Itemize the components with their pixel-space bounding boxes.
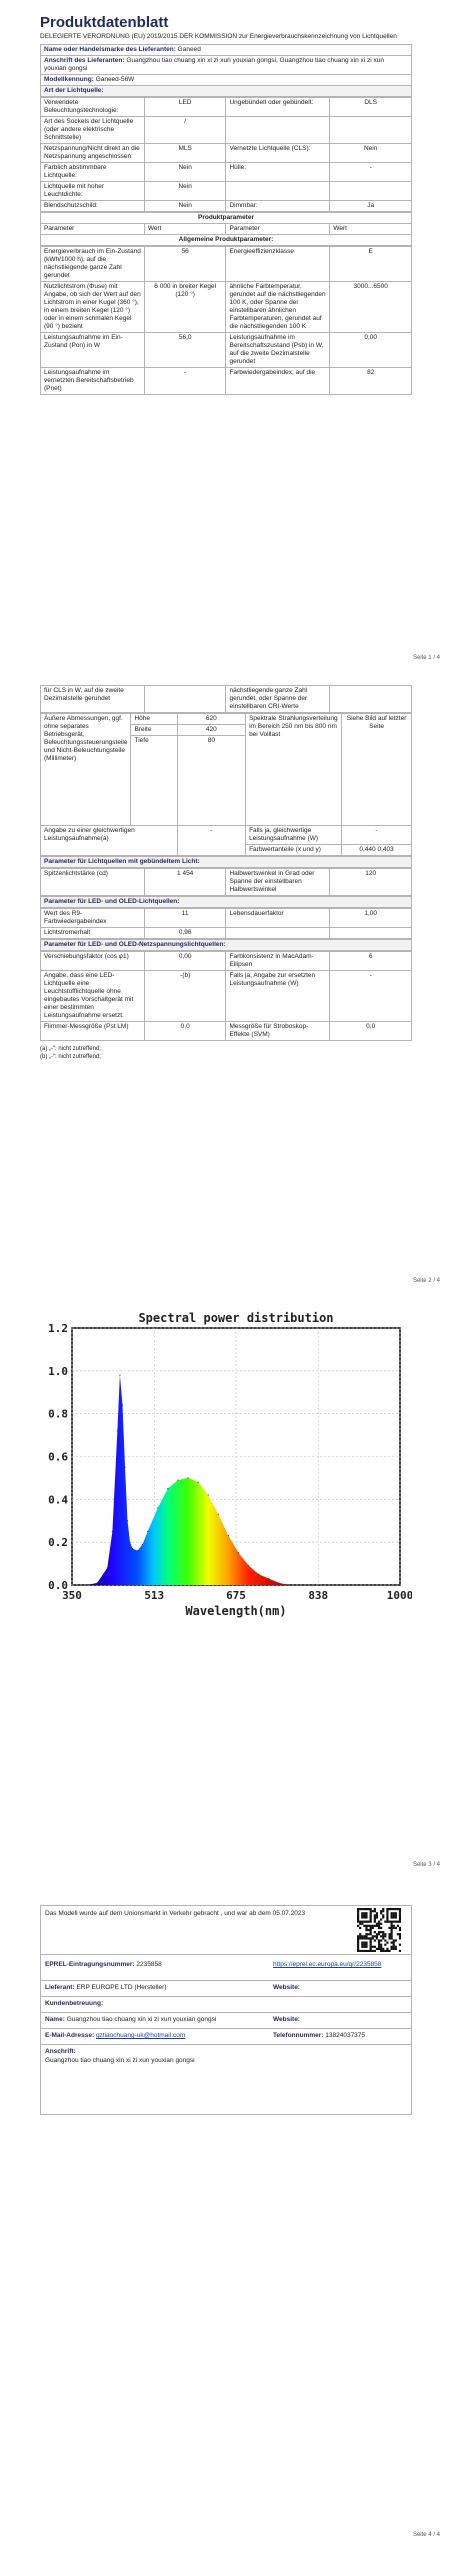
param-label: für CLS in W, auf die zweite Dezimalstelle gerundet <box>41 686 145 713</box>
col-header-parameter: Parameter <box>41 224 145 235</box>
y-tick-label: 0.8 <box>48 1407 68 1421</box>
spectrum-svg <box>40 1300 412 1620</box>
website2-label: Website: <box>273 2016 300 2023</box>
model-label: Modellkennung: <box>44 76 94 83</box>
param-value: 0,96 <box>144 928 226 939</box>
param-value <box>144 686 226 713</box>
data-point <box>147 1531 148 1532</box>
y-tick-label: 0.6 <box>48 1450 68 1464</box>
param-value: 1,00 <box>330 909 412 928</box>
param-value: Nein <box>144 163 226 182</box>
page-number-1: Seite 1 / 4 <box>412 655 440 661</box>
param-label: ähnliche Farbtemperatur, gerundet auf die nächstliegenden 100 K, oder Spanne der einstellbaren ähnlichen Farbtemperaturen, gerundet auf die nächstliegenden 100 K <box>226 282 330 333</box>
equiv-label: Angabe zu einer gleichwertigen Leistungsaufnahme(a) <box>41 826 178 856</box>
param-value: 56,0 <box>144 333 226 368</box>
data-point <box>127 1520 128 1521</box>
data-point <box>177 1479 178 1480</box>
dimensions-label: Äußere Abmessungen, ggf. ohne separates Betriebsgerät, Beleuchtungssteuerungsteile und Nicht-Beleuchtungsteile (Millimeter) <box>41 714 131 826</box>
param-label: Halbwertswinkel in Grad oder Spanne der einstellbaren Halbwertswinkel <box>226 869 330 896</box>
supplier-table <box>40 44 412 97</box>
dls-rows-table <box>40 868 412 896</box>
footnote-b: (b) „-“: nicht zutreffend; <box>40 1054 101 1060</box>
spectral-value: Siehe Bild auf letzter Seite <box>342 714 412 826</box>
page-number-4: Seite 4 / 4 <box>412 2532 440 2538</box>
led-title: Parameter für LED- und OLED-Lichtquellen: <box>41 897 412 908</box>
page-4 <box>40 1905 412 2115</box>
data-point <box>288 1584 289 1585</box>
x-tick-label: 1000 <box>386 1589 412 1602</box>
kunden-label: Kundenbetreuung: <box>45 2000 104 2007</box>
chart-title: Spectral power distribution <box>138 1311 334 1325</box>
data-point <box>124 1467 125 1468</box>
table-row <box>41 1022 412 1041</box>
param-label: Flimmer-Messgröße (Pst LM) <box>41 1022 145 1041</box>
equiv-power-value: - <box>342 826 412 845</box>
anschrift-value: Guangzhou tiao chuang xin xi zi xun youxian gongsi <box>45 2057 195 2064</box>
data-point <box>218 1514 219 1515</box>
param-label <box>226 928 330 939</box>
spectrum-chart <box>40 1300 412 1620</box>
equiv-power-label: Falls ja, gleichwertige Leistungsaufnahme (W) <box>246 826 342 845</box>
param-label: Hülle: <box>226 163 330 182</box>
col-header-value-2: Wert <box>330 224 412 235</box>
param-label: Art des Sockels der Lichtquelle (oder andere elektrische Schnittstelle) <box>41 117 145 144</box>
model-info-box <box>40 1905 412 2115</box>
param-label: Falls ja, Angabe zur ersetzten Leistungsaufnahme (W) <box>226 971 330 1022</box>
param-value <box>330 182 412 201</box>
page-number-2: Seite 2 / 4 <box>412 1278 440 1284</box>
data-point <box>129 1542 130 1543</box>
phone-value: 13824037375 <box>325 2032 366 2039</box>
param-value: Nein <box>144 201 226 212</box>
param-label: Farbkonsistenz in MacAdam-Ellipsen <box>226 952 330 971</box>
param-value: 0,0 <box>330 1022 412 1041</box>
website-label: Website: <box>273 1984 300 1991</box>
param-value: MLS <box>144 144 226 163</box>
phone-label: Telefonnummer: <box>273 2032 324 2039</box>
dim-depth-value: 80 <box>177 736 245 826</box>
name-label: Name: <box>45 2016 65 2023</box>
param-label: Nutzlichtstrom (Φuse) mit Angabe, ob sich der Wert auf den Lichtstrom in einer Kugel (360 °), in einem breiten Kegel (120 °) oder in einem schmalen Kegel (90 °) bezieht <box>41 282 145 333</box>
param-value: Nein <box>330 144 412 163</box>
param-label: Energieeffizienzklasse <box>226 247 330 282</box>
spectral-label: Spektrale Strahlungsverteilung im Bereich 250 nm bis 800 nm bei Volllast <box>246 714 342 826</box>
market-intro: Das Modell wurde auf dem Unionsmarkt in Verkehr gebracht , und war ab dem 05.07.2023 <box>45 1910 306 1917</box>
table-row <box>41 869 412 896</box>
data-point <box>119 1375 120 1376</box>
eprel-link[interactable]: https://eprel.ec.europa.eu/qr/2235858 <box>273 1961 382 1968</box>
type-header: Art der Lichtquelle: <box>41 86 412 97</box>
data-point <box>268 1578 269 1579</box>
data-point <box>238 1552 239 1553</box>
param-label: Spitzenlichtstärke (cd) <box>41 869 145 896</box>
data-point <box>132 1548 133 1549</box>
param-label: Farblich abstimmbare Lichtquelle: <box>41 163 145 182</box>
param-label: Wert des R9-Farbwiedergabeindex <box>41 909 145 928</box>
param-label: Blendschutzschild: <box>41 201 145 212</box>
y-tick-label: 0.0 <box>48 1579 68 1592</box>
dim-height-label: Höhe <box>131 714 177 725</box>
light-source-type-table <box>40 97 412 212</box>
model-value: Ganeed-56W <box>95 76 135 83</box>
page-1 <box>40 14 412 395</box>
param-label: Lichtstromerhalt <box>41 928 145 939</box>
dim-depth-label: Tiefe <box>131 736 177 826</box>
data-point <box>107 1567 108 1568</box>
param-label: Dimmbar: <box>226 201 330 212</box>
product-params-table <box>40 212 412 246</box>
y-tick-label: 1.0 <box>48 1364 68 1378</box>
x-tick-label: 675 <box>226 1589 246 1602</box>
table-row <box>41 144 412 163</box>
col-header-parameter-2: Parameter <box>226 224 330 235</box>
dls-table <box>40 856 412 868</box>
data-point <box>87 1584 88 1585</box>
param-label: Ungebündelt oder gebündelt: <box>226 98 330 117</box>
data-point <box>228 1535 229 1536</box>
param-value <box>330 928 412 939</box>
param-label: Energieverbrauch im Ein-Zustand (kWh/1000 h), auf die nächstliegende ganze Zahl gerundet <box>41 247 145 282</box>
param-value: / <box>144 117 226 144</box>
param-label: Leistungsaufnahme im vernetzten Bereitschaftsbetrieb (Pnet) <box>41 368 145 395</box>
param-label <box>226 117 330 144</box>
param-value: - <box>330 163 412 182</box>
col-header-value: Wert <box>144 224 226 235</box>
table-row <box>41 163 412 182</box>
data-point <box>278 1582 279 1583</box>
supplier-address-label: Anschrift des Lieferanten: <box>44 57 125 64</box>
data-point <box>97 1582 98 1583</box>
table-row <box>41 368 412 395</box>
mls-title: Parameter für LED- und OLED-Netzspannungslichtquellen: <box>41 940 412 951</box>
supplier-name-label: Name oder Handelsmarke des Lieferanten: <box>44 46 176 53</box>
dim-width-value: 420 <box>177 725 245 736</box>
param-value: 1 454 <box>144 869 226 896</box>
param-label: Netzspannung/Nicht direkt an die Netzspannung angeschlossen: <box>41 144 145 163</box>
param-value: 120 <box>330 869 412 896</box>
lieferant-label: Lieferant: <box>45 1984 75 1991</box>
param-value: 0,0 <box>144 1022 226 1041</box>
y-tick-label: 0.2 <box>48 1536 68 1550</box>
led-table <box>40 896 412 908</box>
dim-height-value: 620 <box>177 714 245 725</box>
param-label: Vernetzte Lichtquelle (CLS): <box>226 144 330 163</box>
supplier-name-value: Ganeed <box>177 46 201 53</box>
table-row <box>41 201 412 212</box>
page-2 <box>40 685 412 1061</box>
param-value: E <box>330 247 412 282</box>
table-row <box>41 686 412 713</box>
param-value: 0,00 <box>144 952 226 971</box>
chroma-value: 0,440 0,403 <box>342 845 412 856</box>
data-point <box>258 1574 259 1575</box>
footnote-a: (a) „-“: nicht zutreffend; <box>40 1046 101 1052</box>
table-row <box>41 282 412 333</box>
param-value: - <box>330 971 412 1022</box>
x-tick-label: 838 <box>308 1589 329 1602</box>
table-row <box>41 98 412 117</box>
param-value: DLS <box>330 98 412 117</box>
data-point <box>167 1488 168 1489</box>
param-value: 0,00 <box>330 333 412 368</box>
param-label: Leistungsaufnahme im Ein-Zustand (Pon) in W <box>41 333 145 368</box>
email-value[interactable]: gztiaochuang-uk@hotmail.com <box>95 2032 186 2039</box>
param-label: Messgröße für Stroboskop-Effekte (SVM) <box>226 1022 330 1041</box>
eprel-label: EPREL-Eintragungsnummer: <box>45 1961 135 1968</box>
data-point <box>248 1565 249 1566</box>
param-value: Nein <box>144 182 226 201</box>
dls-title: Parameter für Lichtquellen mit gebündeltem Licht: <box>41 857 412 868</box>
param-label: Farbwiedergabeindex, auf die <box>226 368 330 395</box>
page-title: Produktdatenblatt <box>40 14 169 31</box>
data-point <box>122 1405 123 1406</box>
lieferant-value: ERP EUROPE LTD (Hersteller) <box>76 1984 167 1991</box>
supplier-address-value: Guangzhou tiao chuang xin xi zi xun youxian gongsi, Guangzhou tiao chuang xin xi zi xun youxian gongsi <box>44 57 384 72</box>
general-params-title: Allgemeine Produktparameter: <box>41 235 412 246</box>
param-value <box>330 686 412 713</box>
general-params-table <box>40 246 412 395</box>
mls-rows-table <box>40 951 412 1041</box>
table-row <box>41 928 412 939</box>
param-label: Leistungsaufnahme im Bereitschaftszustand (Psb) in W, auf die zweite Dezimalstelle gerundet <box>226 333 330 368</box>
dim-width-label: Breite <box>131 725 177 736</box>
param-value: - <box>144 368 226 395</box>
param-value <box>330 117 412 144</box>
name-value: Guangzhou tiao chuang xin xi zi xun youxian gongsi <box>66 2016 217 2023</box>
data-point <box>198 1482 199 1483</box>
chroma-label: Farbwertanteile (x und y) <box>246 845 342 856</box>
x-axis-label: Wavelength(nm) <box>185 1604 287 1618</box>
param-value: 6 000 in breiter Kegel (120 °) <box>144 282 226 333</box>
param-label: Verwendete Beleuchtungstechnologie: <box>41 98 145 117</box>
param-value: 82 <box>330 368 412 395</box>
param-value: LED <box>144 98 226 117</box>
data-point <box>117 1430 118 1431</box>
mls-table <box>40 939 412 951</box>
data-point <box>112 1531 113 1532</box>
continuation-table <box>40 685 412 713</box>
equiv-value: - <box>177 826 245 856</box>
param-value: 6 <box>330 952 412 971</box>
table-row <box>41 333 412 368</box>
param-label: Lebensdauerfaktor <box>226 909 330 928</box>
data-point <box>157 1507 158 1508</box>
y-tick-label: 1.2 <box>48 1322 68 1335</box>
data-point <box>187 1477 188 1478</box>
anschrift-label: Anschrift: <box>45 2048 76 2055</box>
table-row <box>41 117 412 144</box>
x-tick-label: 350 <box>62 1589 82 1602</box>
param-label: Verschiebungsfaktor (cos φ1) <box>41 952 145 971</box>
data-point <box>137 1550 138 1551</box>
table-row <box>41 952 412 971</box>
led-rows-table <box>40 908 412 939</box>
qr-code-icon <box>357 1908 401 1952</box>
param-label: Lichtquelle mit hoher Leuchtdichte: <box>41 182 145 201</box>
table-row <box>41 909 412 928</box>
table-row <box>41 971 412 1022</box>
data-point <box>208 1494 209 1495</box>
param-value: 11 <box>144 909 226 928</box>
param-label: Angabe, dass eine LED-Lichtquelle eine Leuchtstofflichtquelle ohne eingebautes Vorschaltgerät mit einer bestimmten Leistungsaufnahme ersetzt. <box>41 971 145 1022</box>
y-tick-label: 0.4 <box>48 1493 68 1507</box>
eprel-value: 2235858 <box>136 1961 162 1968</box>
param-value: 56 <box>144 247 226 282</box>
param-label <box>226 182 330 201</box>
param-value: Ja <box>330 201 412 212</box>
email-label: E-Mail-Adresse: <box>45 2032 95 2039</box>
product-params-title: Produktparameter <box>41 213 412 224</box>
page-number-3: Seite 3 / 4 <box>412 1862 440 1868</box>
dimensions-table <box>40 713 412 856</box>
x-tick-label: 513 <box>144 1589 165 1602</box>
param-value: 3000...6500 <box>330 282 412 333</box>
param-value: -(b) <box>144 971 226 1022</box>
table-row <box>41 182 412 201</box>
param-label: nächstliegende ganze Zahl gerundet, oder Spanne der einstellbaren CRI-Werte <box>226 686 330 713</box>
data-point <box>142 1544 143 1545</box>
regulation-subtitle: DELEGIERTE VERORDNUNG (EU) 2019/2015 DER KOMMISSION zur Energieverbrauchskennzeichnung von Lichtquellen <box>40 33 397 40</box>
table-row <box>41 247 412 282</box>
